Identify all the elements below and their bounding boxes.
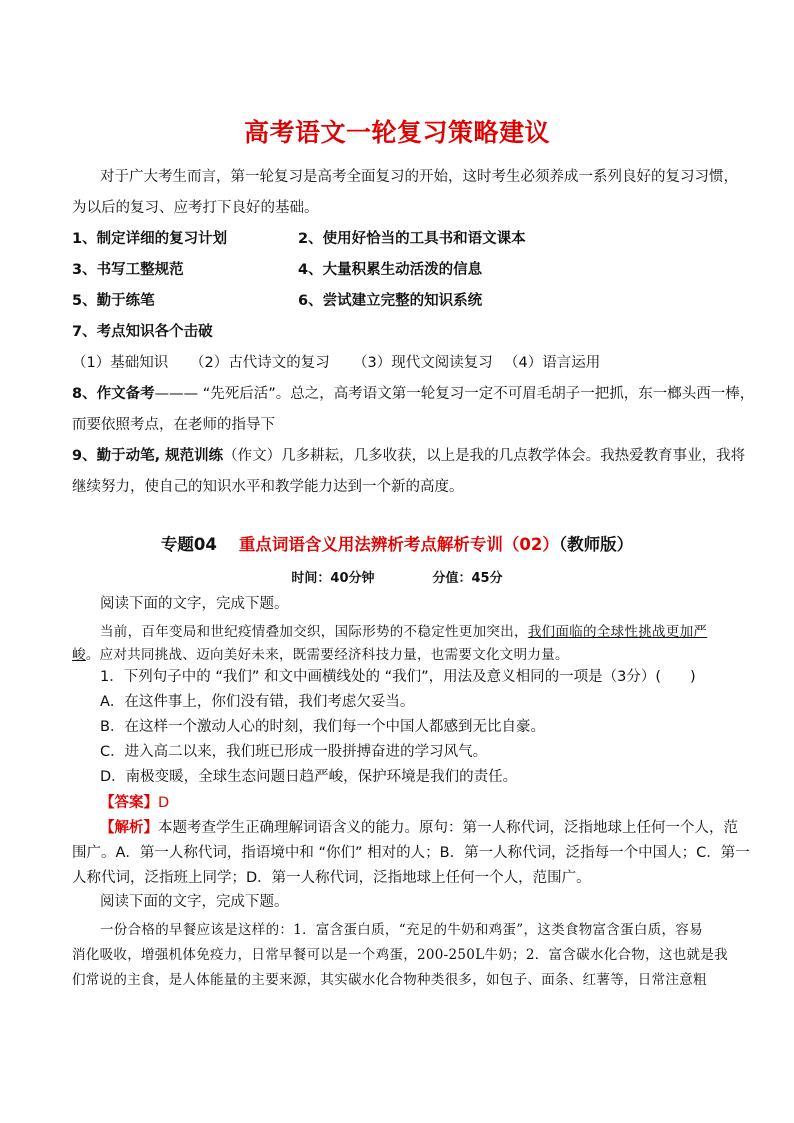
score-value: 分值：45分	[432, 571, 503, 586]
q1-option-c: C．进入高二以来，我们班已形成一股拼搏奋进的学习风气。	[100, 744, 488, 760]
answer-label: 【答案】	[100, 795, 158, 811]
q1-analysis-line-3: 人称代词，泛指班上同学；D．第一人称代词，泛指地球上任何一个人，范围广。	[72, 870, 591, 886]
tip-9-lead: 9、勤于动笔, 规范训练	[72, 448, 224, 464]
section-heading	[0, 531, 794, 555]
tip-8-lead: 8、作文备考	[72, 386, 155, 402]
analysis-text: 本题考查学生正确理解词语含义的能力。原句：第一人称代词，泛指地球上任何一个人，范	[158, 820, 738, 836]
q1-passage-line-2	[72, 643, 569, 663]
tip-9-rest: （作文）几多耕耘，几多收获，以上是我的几点教学体会。我热爱教育事业，我将	[223, 448, 746, 464]
part-2: （2）古代诗文的复习	[190, 355, 330, 371]
section-suffix: （教师版）	[558, 535, 634, 554]
q1-underlined-end: 峻	[72, 647, 86, 663]
q1-option-a: A．在这件事上，你们没有错，我们考虑欠妥当。	[100, 694, 415, 710]
tip-8-line-1	[72, 384, 754, 404]
page-title: 高考语文一轮复习策略建议	[243, 118, 550, 147]
q2-instruction: 阅读下面的文字，完成下题。	[100, 894, 289, 910]
q1-analysis-line-2: 围广。A．第一人称代词，指语境中和 “你们” 相对的人；B．第一人称代词，泛指每一个中国人；C．第一	[72, 845, 750, 861]
q1-question: 1．下列句子中的 “我们” 和文中画横线处的 “我们”，用法及意义相同的一项是（3分）( )	[100, 669, 696, 685]
part-4: （4）语言运用	[504, 355, 601, 371]
q1-underlined-phrase: 我们面临的全球性挑战更加严	[527, 624, 708, 640]
q1-instruction: 阅读下面的文字，完成下题。	[100, 596, 289, 612]
tip-4: 4、大量积累生动活泼的信息	[298, 262, 483, 278]
tip-9-line-2: 继续努力，使自己的知识水平和教学能力达到一个新的高度。	[72, 479, 464, 495]
tip-5: 5、勤于练笔	[72, 293, 155, 309]
q1-answer	[100, 793, 169, 813]
q2-passage-line-3: 们常说的主食，是人体能量的主要来源，其实碳水化合物种类很多，如包子、面条、红薯等，日常注意粗	[72, 972, 707, 988]
q2-passage-line-2: 消化吸收，增强机体免疫力，日常早餐可以是一个鸡蛋，200-250L牛奶；2．富含碳水化合物，这也就是我	[72, 947, 728, 963]
time-limit: 时间：40分钟	[291, 571, 375, 586]
section-title: 重点词语含义用法辨析考点解析专训（02）	[238, 535, 559, 554]
intro-line-1: 对于广大考生而言，第一轮复习是高考全面复习的开始，这时考生必须养成一系列良好的复习习惯，	[100, 169, 738, 185]
q1-passage-line-1	[100, 620, 707, 640]
tip-8-rest: ——— “先死后活”。总之，高考语文第一轮复习一定不可眉毛胡子一把抓，东一榔头西一棒，	[154, 386, 755, 402]
tip-1: 1、制定详细的复习计划	[72, 231, 228, 247]
q1-analysis-line-1	[100, 818, 738, 838]
exam-meta	[0, 567, 794, 586]
intro-line-2: 为以后的复习、应考打下良好的基础。	[72, 200, 319, 216]
tip-3: 3、书写工整规范	[72, 262, 184, 278]
tip-9-line-1	[72, 446, 745, 466]
q2-passage-line-1: 一份合格的早餐应该是这样的：1．富含蛋白质，“充足的牛奶和鸡蛋”，这类食物富含蛋白质，容易	[100, 922, 703, 938]
tip-7: 7、考点知识各个击破	[72, 324, 213, 340]
section-label: 专题04	[160, 535, 217, 554]
part-1: （1）基础知识	[72, 355, 169, 371]
part-3: （3）现代文阅读复习	[353, 355, 493, 371]
q1-passage-text: 当前，百年变局和世纪疫情叠加交织，国际形势的不稳定性更加突出，	[100, 624, 528, 640]
tip-8-line-2: 而要依照考点，在老师的指导下	[72, 417, 275, 433]
tip-2: 2、使用好恰当的工具书和语文课本	[298, 231, 526, 247]
q1-option-d: D．南极变暖，全球生态问题日趋严峻，保护环境是我们的责任。	[100, 769, 518, 785]
q1-passage-rest: 。应对共同挑战、迈向美好未来，既需要经济科技力量，也需要文化文明力量。	[85, 647, 569, 663]
analysis-label: 【解析】	[100, 820, 158, 836]
q1-option-b: B．在这样一个激动人心的时刻，我们每一个中国人都感到无比自豪。	[100, 719, 545, 735]
tip-6: 6、尝试建立完整的知识系统	[298, 293, 483, 309]
answer-value: D	[158, 795, 170, 811]
